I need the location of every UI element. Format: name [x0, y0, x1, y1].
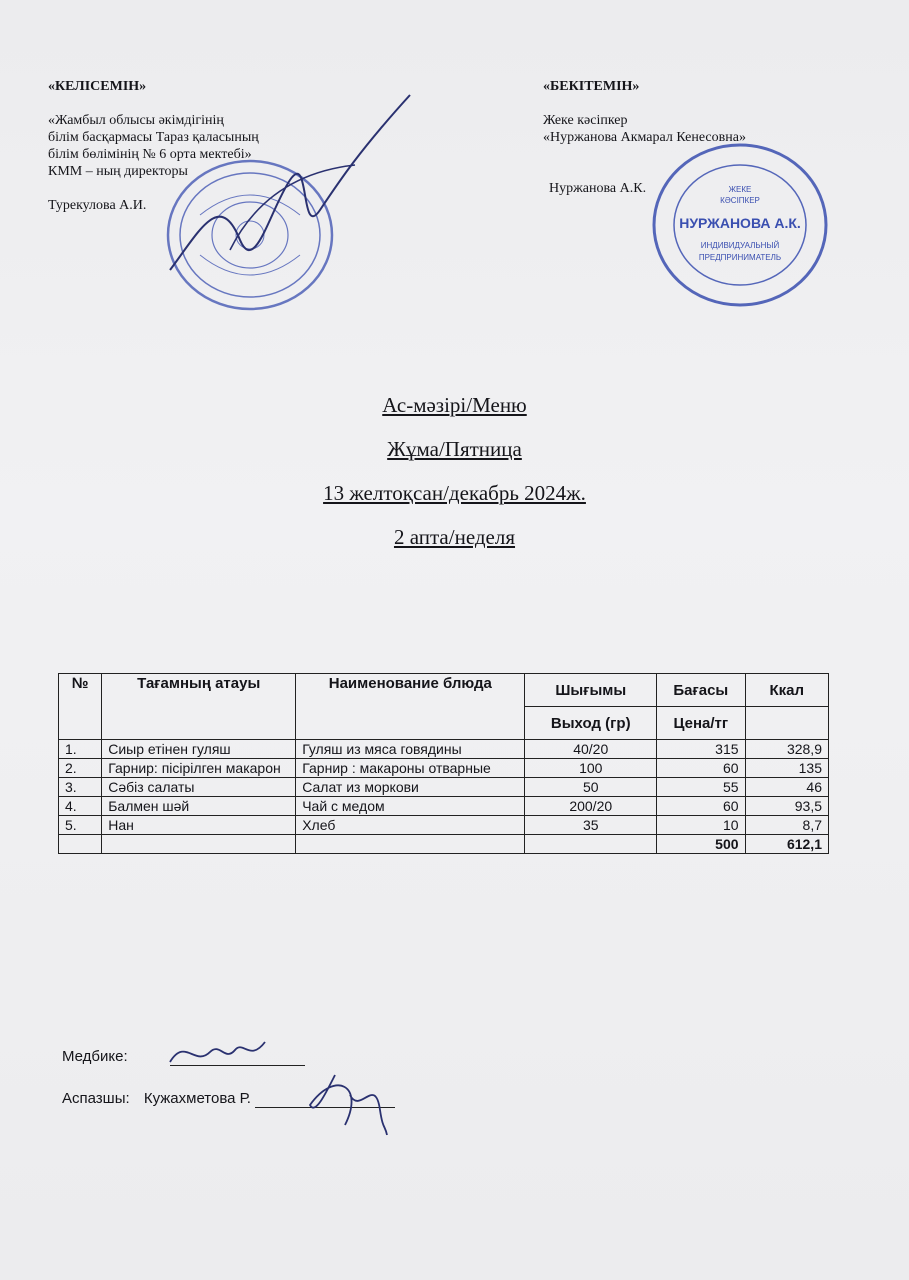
cell-ru: Хлеб [296, 816, 525, 835]
menu-table [58, 673, 829, 854]
approval-left-line2: білім басқармасы Тараз қаласының [48, 130, 259, 145]
approval-left-heading: «КЕЛІСЕМІН» [48, 79, 147, 94]
table-row [59, 759, 829, 778]
entrepreneur-seal [650, 140, 830, 310]
seal-center-name: НУРЖАНОВА А.К. [679, 215, 801, 231]
table-header-row [59, 674, 829, 707]
cell-kcal: 8,7 [745, 816, 828, 835]
cell-ru: Чай с медом [296, 797, 525, 816]
title-day: Жұма/Пятница [387, 437, 522, 461]
table-row [59, 740, 829, 759]
title-week: 2 апта/неделя [393, 525, 516, 549]
total-kcal: 612,1 [745, 835, 828, 854]
cell-price: 315 [657, 740, 745, 759]
seal-bottom2: ПРЕДПРИНИМАТЕЛЬ [698, 253, 782, 262]
seal-bottom1: ИНДИВИДУАЛЬНЫЙ [700, 241, 780, 250]
approval-right-heading: «БЕКІТЕМІН» [543, 79, 640, 94]
cell-empty [525, 835, 657, 854]
cell-out: 35 [525, 816, 657, 835]
col-no: № [59, 674, 102, 740]
cell-kcal: 328,9 [745, 740, 828, 759]
cell-kz: Нан [102, 816, 296, 835]
cell-kcal: 46 [745, 778, 828, 797]
cell-empty [296, 835, 525, 854]
total-price: 500 [657, 835, 745, 854]
menu-titles [0, 392, 909, 568]
table-row [59, 778, 829, 797]
cook-signature [305, 1065, 395, 1137]
col-kcal-sub [745, 707, 828, 740]
nurse-signature [165, 1032, 275, 1072]
nurse-label: Медбике: [62, 1048, 128, 1065]
seal-top-small: ЖЕКЕ [728, 185, 752, 194]
approval-right-signer: Нуржанова А.К. [549, 181, 647, 196]
cell-price: 10 [657, 816, 745, 835]
cell-no: 4. [59, 797, 102, 816]
cell-price: 55 [657, 778, 745, 797]
approval-left-line4: КММ – ның директоры [48, 164, 188, 179]
cell-price: 60 [657, 797, 745, 816]
approval-right-line1: Жеке кәсіпкер [543, 113, 628, 128]
cell-empty [102, 835, 296, 854]
cell-no: 3. [59, 778, 102, 797]
cell-ru: Гарнир : макароны отварные [296, 759, 525, 778]
cell-kz: Балмен шәй [102, 797, 296, 816]
col-kcal: Ккал [745, 674, 828, 707]
table-total-row [59, 835, 829, 854]
cell-out: 40/20 [525, 740, 657, 759]
approval-left-line1: «Жамбыл облысы әкімдігінің [48, 113, 224, 128]
col-out: Шығымы [525, 674, 657, 707]
table-row [59, 816, 829, 835]
cell-price: 60 [657, 759, 745, 778]
cell-no: 2. [59, 759, 102, 778]
table-row [59, 797, 829, 816]
cell-kcal: 135 [745, 759, 828, 778]
cook-name: Кужахметова Р. [143, 1090, 251, 1107]
col-kz: Тағамның атауы [102, 674, 296, 740]
cell-out: 200/20 [525, 797, 657, 816]
cell-out: 100 [525, 759, 657, 778]
director-signature [160, 90, 420, 290]
col-price-sub: Цена/тг [657, 707, 745, 740]
cell-empty [59, 835, 102, 854]
cell-ru: Гуляш из мяса говядины [296, 740, 525, 759]
col-out-sub: Выход (гр) [525, 707, 657, 740]
title-menu: Ас-мәзірі/Меню [382, 393, 527, 417]
cell-kcal: 93,5 [745, 797, 828, 816]
approval-left-signer: Турекулова А.И. [48, 198, 147, 213]
title-date: 13 желтоқсан/декабрь 2024ж. [323, 481, 586, 505]
approval-left-line3: білім бөлімінің № 6 орта мектебі» [48, 147, 252, 162]
seal-top-small2: КӘСІПКЕР [720, 196, 760, 205]
cell-out: 50 [525, 778, 657, 797]
cell-kz: Сәбіз салаты [102, 778, 296, 797]
cell-no: 1. [59, 740, 102, 759]
col-price: Бағасы [657, 674, 745, 707]
cell-no: 5. [59, 816, 102, 835]
cell-kz: Гарнир: пісірілген макарон [102, 759, 296, 778]
col-ru: Наименование блюда [296, 674, 525, 740]
cook-label: Аспазшы: [62, 1090, 130, 1107]
approval-right-line2: «Нуржанова Акмарал Кенесовна» [543, 130, 746, 145]
cell-ru: Салат из моркови [296, 778, 525, 797]
cell-kz: Сиыр етінен гуляш [102, 740, 296, 759]
